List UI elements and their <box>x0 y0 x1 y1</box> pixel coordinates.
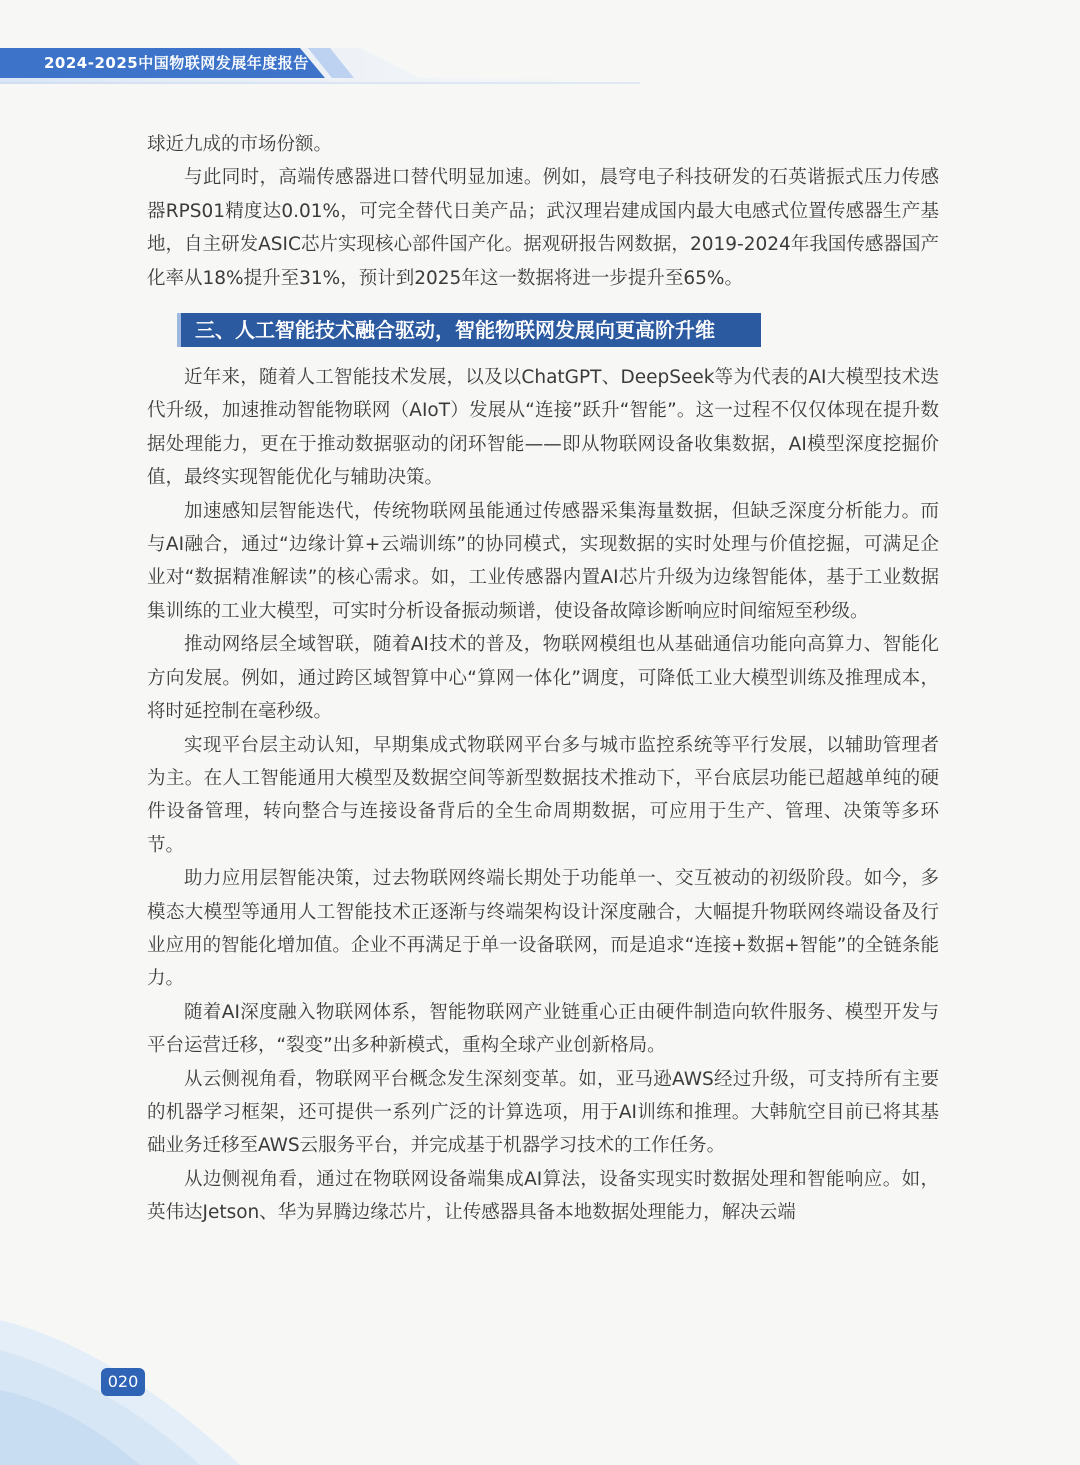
paragraph: 从云侧视角看，物联网平台概念发生深刻变革。如，亚马逊AWS经过升级，可支持所有主要的机器学习框架，还可提供一系列广泛的计算选项，用于AI训练和推理。大韩航空目前已将其基础业务迁移至AWS云服务平台，并完成基于机器学习技术的工作任务。 <box>147 1068 939 1157</box>
paragraph: 球近九成的市场份额。 <box>147 134 333 155</box>
paragraph: 加速感知层智能迭代，传统物联网虽能通过传感器采集海量数据，但缺乏深度分析能力。而与AI融合，通过“边缘计算+云端训练”的协同模式，实现数据的实时处理与价值挖掘，可满足企业对“数据精准解读”的核心需求。如，工业传感器内置AI芯片升级为边缘智能体，基于工业数据集训练的工业大模型，可实时分析设备振动频谱，使设备故障诊断响应时间缩短至秒级。 <box>147 500 939 622</box>
decorative-wave <box>0 1300 360 1465</box>
paragraph: 随着AI深度融入物联网体系，智能物联网产业链重心正由硬件制造向软件服务、模型开发与平台运营迁移，“裂变”出多种新模式，重构全球产业创新格局。 <box>147 1001 939 1057</box>
section-heading: 三、人工智能技术融合驱动，智能物联网发展向更高阶升维 <box>177 313 761 347</box>
paragraph: 推动网络层全域智联，随着AI技术的普及，物联网模组也从基础通信功能向高算力、智能化方向发展。例如，通过跨区域智算中心“算网一体化”调度，可降低工业大模型训练及推理成本，将时延控制在毫秒级。 <box>147 634 939 723</box>
report-title: 2024-2025中国物联网发展年度报告 <box>44 54 309 72</box>
page-number-badge: 020 <box>101 1368 145 1396</box>
report-header-banner <box>0 44 680 86</box>
paragraph: 实现平台层主动认知，早期集成式物联网平台多与城市监控系统等平行发展，以辅助管理者为主。在人工智能通用大模型及数据空间等新型数据技术推动下，平台底层功能已超越单纯的硬件设备管理，转向整合与连接设备背后的全生命周期数据，可应用于生产、管理、决策等多环节。 <box>147 734 939 856</box>
paragraph: 近年来，随着人工智能技术发展，以及以ChatGPT、DeepSeek等为代表的AI大模型技术迭代升级，加速推动智能物联网（AIoT）发展从“连接”跃升“智能”。这一过程不仅仅体现在提升数据处理能力，更在于推动数据驱动的闭环智能——即从物联网设备收集数据，AI模型深度挖掘价值，最终实现智能优化与辅助决策。 <box>147 367 939 489</box>
paragraph: 与此同时，高端传感器进口替代明显加速。例如，晨穹电子科技研发的石英谐振式压力传感器RPS01精度达0.01%，可完全替代日美产品；武汉理岩建成国内最大电感式位置传感器生产基地，自主研发ASIC芯片实现核心部件国产化。据观研报告网数据，2019-2024年我国传感器国产化率从18%提升至31%，预计到2025年这一数据将进一步提升至65%。 <box>147 167 939 289</box>
paragraph: 从边侧视角看，通过在物联网设备端集成AI算法，设备实现实时数据处理和智能响应。如，英伟达Jetson、华为昇腾边缘芯片，让传感器具备本地数据处理能力，解决云端 <box>147 1168 939 1224</box>
body-text <box>147 128 939 1230</box>
paragraph: 助力应用层智能决策，过去物联网终端长期处于功能单一、交互被动的初级阶段。如今，多模态大模型等通用人工智能技术正逐渐与终端架构设计深度融合，大幅提升物联网终端设备及行业应用的智能化增加值。企业不再满足于单一设备联网，而是追求“连接+数据+智能”的全链条能力。 <box>147 868 939 990</box>
